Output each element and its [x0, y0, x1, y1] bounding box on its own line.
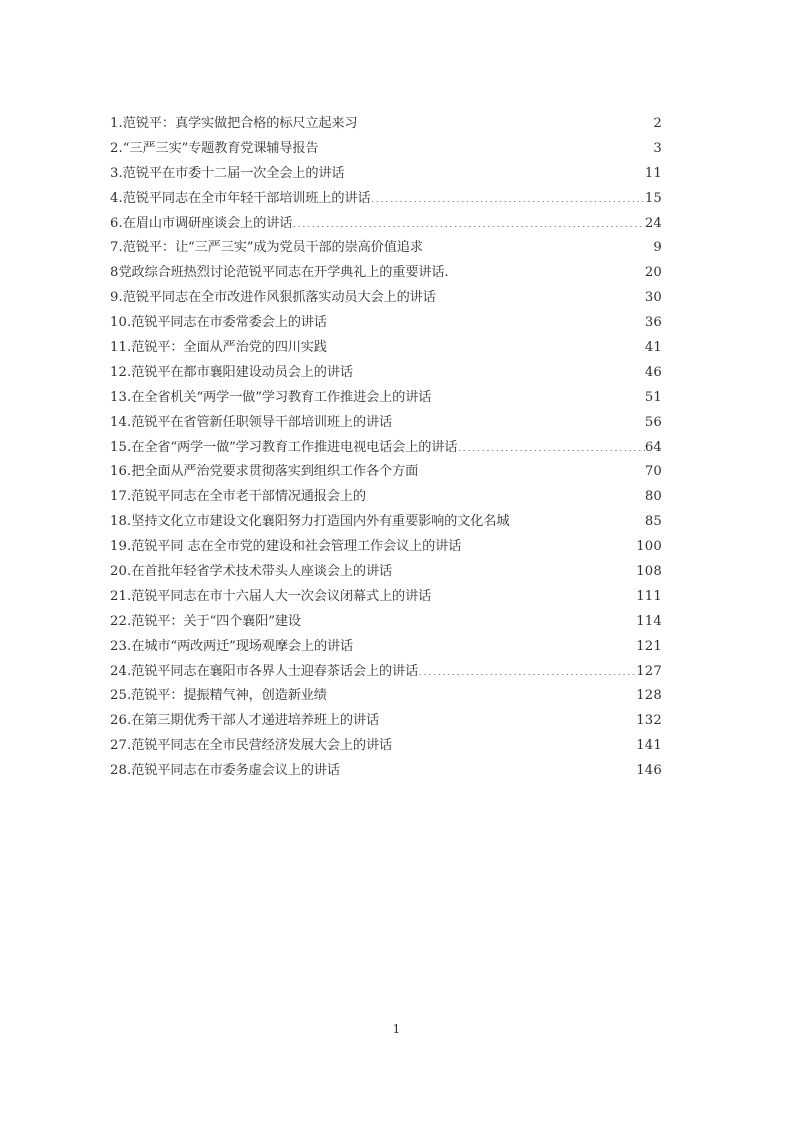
- toc-entry-page-number: 121: [636, 638, 662, 654]
- toc-leader-dots: [509, 512, 644, 525]
- toc-entry[interactable]: [110, 635, 662, 660]
- toc-entry[interactable]: [110, 585, 662, 610]
- toc-entry[interactable]: [110, 361, 662, 386]
- toc-entry-page-number: 85: [644, 514, 662, 530]
- toc-entry-title[interactable]: 在第三期优秀干部人才递进培养班上的讲话: [131, 713, 379, 729]
- toc-entry-number: 25.: [110, 688, 132, 704]
- toc-entry[interactable]: [110, 485, 662, 510]
- toc-leader-dots: [431, 388, 645, 401]
- toc-entry-page-number: 9: [653, 240, 662, 256]
- toc-entry-number: 16.: [110, 464, 132, 480]
- toc-entry-title[interactable]: 范锐平同志在市委务虚会议上的讲话: [131, 763, 340, 779]
- toc-entry-title[interactable]: 范锐平同志在市十六届人大一次会议闭幕式上的讲话: [131, 588, 432, 604]
- toc-entry-title[interactable]: 在全省“两学一做”学习教育工作推进电视电话会上的讲话: [131, 439, 458, 455]
- toc-entry-number: 7.: [110, 240, 123, 256]
- toc-entry-page-number: 146: [636, 763, 662, 779]
- toc-entry-number: 19.: [110, 539, 132, 555]
- toc-entry-page-number: 108: [636, 564, 662, 580]
- toc-entry-number: 26.: [110, 713, 132, 729]
- toc-entry-number: 23.: [110, 638, 132, 654]
- toc-entry-page-number: 100: [636, 539, 662, 555]
- toc-entry-number: 12.: [110, 364, 132, 380]
- toc-entry-number: 20.: [110, 564, 132, 580]
- toc-entry-number: 4.: [110, 190, 123, 206]
- toc-entry-title[interactable]: 把全面从严治党要求贯彻落实到组织工作各个方面: [131, 464, 419, 480]
- toc-entry[interactable]: [110, 734, 662, 759]
- toc-entry[interactable]: [110, 436, 662, 461]
- toc-entry-page-number: 15: [644, 190, 662, 206]
- toc-entry-page-number: 56: [644, 414, 662, 430]
- toc-entry-title[interactable]: 范锐平：关于“四个襄阳”建设: [131, 613, 301, 629]
- toc-entry-title[interactable]: 在全省机关“两学一做”学习教育工作推进会上的讲话: [131, 389, 432, 405]
- toc-entry-page-number: 127: [636, 663, 662, 679]
- toc-entry-title[interactable]: 范锐平：提振精气神，创造新业绩: [131, 688, 327, 704]
- toc-entry-title[interactable]: 在眉山市调研座谈会上的讲话: [122, 215, 293, 231]
- toc-leader-dots: [340, 761, 636, 774]
- toc-leader-dots: [392, 562, 636, 575]
- toc-entry[interactable]: [110, 311, 662, 336]
- toc-entry-page-number: 128: [636, 688, 662, 704]
- toc-entry-number: 21.: [110, 588, 132, 604]
- toc-entry-title[interactable]: 范锐平同志在全市改进作风狠抓落实动员大会上的讲话: [122, 290, 436, 306]
- toc-entry[interactable]: [110, 460, 662, 485]
- toc-leader-dots: [327, 686, 636, 699]
- toc-leader-dots: [423, 238, 654, 251]
- toc-entry-title[interactable]: “三严三实”专题教育党课辅导报告: [122, 140, 319, 156]
- toc-entry[interactable]: [110, 759, 662, 784]
- toc-entry[interactable]: [110, 510, 662, 535]
- toc-entry-title[interactable]: 范锐平：让“三严三实”成为党员干部的崇高价值追求: [122, 240, 423, 256]
- page-folio: 1: [392, 1022, 401, 1036]
- toc-entry-number: 22.: [110, 613, 132, 629]
- toc-entry-number: 3.: [110, 165, 123, 181]
- toc-entry[interactable]: [110, 137, 662, 162]
- toc-entry-title[interactable]: 范锐平：真学实做把合格的标尺立起来习: [122, 116, 358, 131]
- toc-entry-number: 10.: [110, 315, 132, 331]
- toc-entry[interactable]: [110, 709, 662, 734]
- toc-entry-title[interactable]: 范锐平同志在市委常委会上的讲话: [131, 315, 327, 331]
- toc-entry-title[interactable]: 范锐平同志在全市民营经济发展大会上的讲话: [131, 738, 393, 754]
- toc-entry[interactable]: [110, 560, 662, 585]
- toc-leader-dots: [353, 637, 636, 650]
- toc-entry-page-number: 141: [636, 738, 662, 754]
- toc-entry-title[interactable]: 范锐平：全面从严治党的四川实践: [131, 340, 327, 356]
- toc-entry-page-number: 11: [644, 165, 662, 181]
- toc-leader-dots: [357, 114, 653, 127]
- toc-entry-number: 1.: [110, 116, 123, 131]
- toc-entry[interactable]: [110, 610, 662, 635]
- toc-entry-page-number: 36: [644, 315, 662, 331]
- toc-leader-dots: [379, 711, 636, 724]
- toc-entry-title[interactable]: 在首批年轻省学术技术带头人座谈会上的讲话: [131, 564, 393, 580]
- toc-entry-number: 15.: [110, 439, 132, 455]
- toc-leader-dots: [431, 587, 636, 600]
- toc-entry-title[interactable]: 范锐平同志在全市老干部情况通报会上的: [131, 489, 366, 505]
- toc-leader-dots: [457, 437, 644, 450]
- toc-entry-page-number: 3: [653, 140, 662, 156]
- toc-entry[interactable]: [110, 386, 662, 411]
- toc-entry[interactable]: [110, 660, 662, 685]
- toc-entry-page-number: 132: [636, 713, 662, 729]
- toc-entry-number: 28.: [110, 763, 132, 779]
- toc-entry-title[interactable]: 在城市“两改两迁”现场观摩会上的讲话: [131, 638, 354, 654]
- toc-leader-dots: [319, 139, 654, 152]
- toc-entry[interactable]: [110, 187, 662, 212]
- toc-leader-dots: [371, 188, 645, 201]
- toc-entry-page-number: 114: [636, 613, 662, 629]
- toc-entry-page-number: 20: [644, 265, 662, 281]
- toc-entry-page-number: 30: [644, 290, 662, 306]
- table-of-contents: [110, 112, 662, 784]
- toc-entry[interactable]: [110, 286, 662, 311]
- toc-entry-page-number: 64: [644, 439, 662, 455]
- toc-entry[interactable]: [110, 236, 662, 261]
- toc-entry[interactable]: [110, 535, 662, 560]
- toc-entry-number: 17.: [110, 489, 132, 505]
- toc-entry-title[interactable]: 范锐平同 志在全市党的建设和社会管理工作会议上的讲话: [131, 539, 462, 555]
- toc-entry[interactable]: [110, 684, 662, 709]
- toc-entry-number: 27.: [110, 738, 132, 754]
- toc-leader-dots: [327, 338, 645, 351]
- toc-entry-number: 18.: [110, 514, 132, 530]
- toc-entry-number: 11.: [110, 340, 132, 356]
- toc-entry-number: 2.: [110, 140, 123, 156]
- toc-entry-page-number: 41: [644, 340, 662, 356]
- toc-entry-number: 14.: [110, 414, 132, 430]
- toc-entry-title[interactable]: 范锐平在都市襄阳建设动员会上的讲话: [131, 364, 353, 380]
- toc-entry-page-number: 111: [636, 588, 662, 604]
- toc-leader-dots: [353, 363, 645, 376]
- toc-leader-dots: [327, 313, 645, 326]
- toc-leader-dots: [301, 612, 636, 625]
- toc-entry-title[interactable]: 范锐平在市委十二届一次全会上的讲话: [122, 165, 345, 181]
- toc-leader-dots: [392, 413, 645, 426]
- toc-entry[interactable]: [110, 411, 662, 436]
- toc-leader-dots: [461, 537, 636, 550]
- toc-leader-dots: [448, 263, 644, 276]
- toc-entry-number: 8: [110, 265, 119, 281]
- toc-leader-dots: [436, 288, 645, 301]
- toc-entry-page-number: 2: [653, 116, 662, 131]
- toc-entry[interactable]: [110, 336, 662, 361]
- toc-entry-page-number: 51: [644, 389, 662, 405]
- toc-leader-dots: [418, 661, 636, 674]
- toc-entry-page-number: 46: [644, 364, 662, 380]
- toc-leader-dots: [418, 462, 645, 475]
- toc-leader-dots: [366, 487, 645, 500]
- toc-entry-title[interactable]: 范锐平同志在全市年轻干部培训班上的讲话: [122, 190, 371, 206]
- toc-entry[interactable]: [110, 112, 662, 137]
- toc-entry[interactable]: [110, 212, 662, 237]
- toc-entry-number: 13.: [110, 389, 132, 405]
- toc-entry-page-number: 80: [644, 489, 662, 505]
- toc-entry-page-number: 70: [644, 464, 662, 480]
- toc-entry[interactable]: [110, 162, 662, 187]
- toc-entry-number: 9.: [110, 290, 123, 306]
- toc-leader-dots: [344, 164, 644, 177]
- toc-leader-dots: [392, 736, 636, 749]
- toc-entry-page-number: 24: [644, 215, 662, 231]
- toc-entry[interactable]: [110, 261, 662, 286]
- toc-entry-number: 6.: [110, 215, 123, 231]
- toc-entry-number: 24.: [110, 663, 132, 679]
- toc-entry-title[interactable]: 党政综合班热烈讨论范锐平同志在开学典礼上的重要讲话.: [118, 265, 449, 281]
- toc-entry-title[interactable]: 范锐平在省管新任职领导干部培训班上的讲话: [131, 414, 393, 430]
- toc-leader-dots: [292, 213, 645, 226]
- toc-entry-title[interactable]: 坚持文化立市建设文化襄阳努力打造国内外有重要影响的文化名城: [131, 514, 510, 530]
- toc-entry-title[interactable]: 范锐平同志在襄阳市各界人士迎春茶话会上的讲话: [131, 663, 419, 679]
